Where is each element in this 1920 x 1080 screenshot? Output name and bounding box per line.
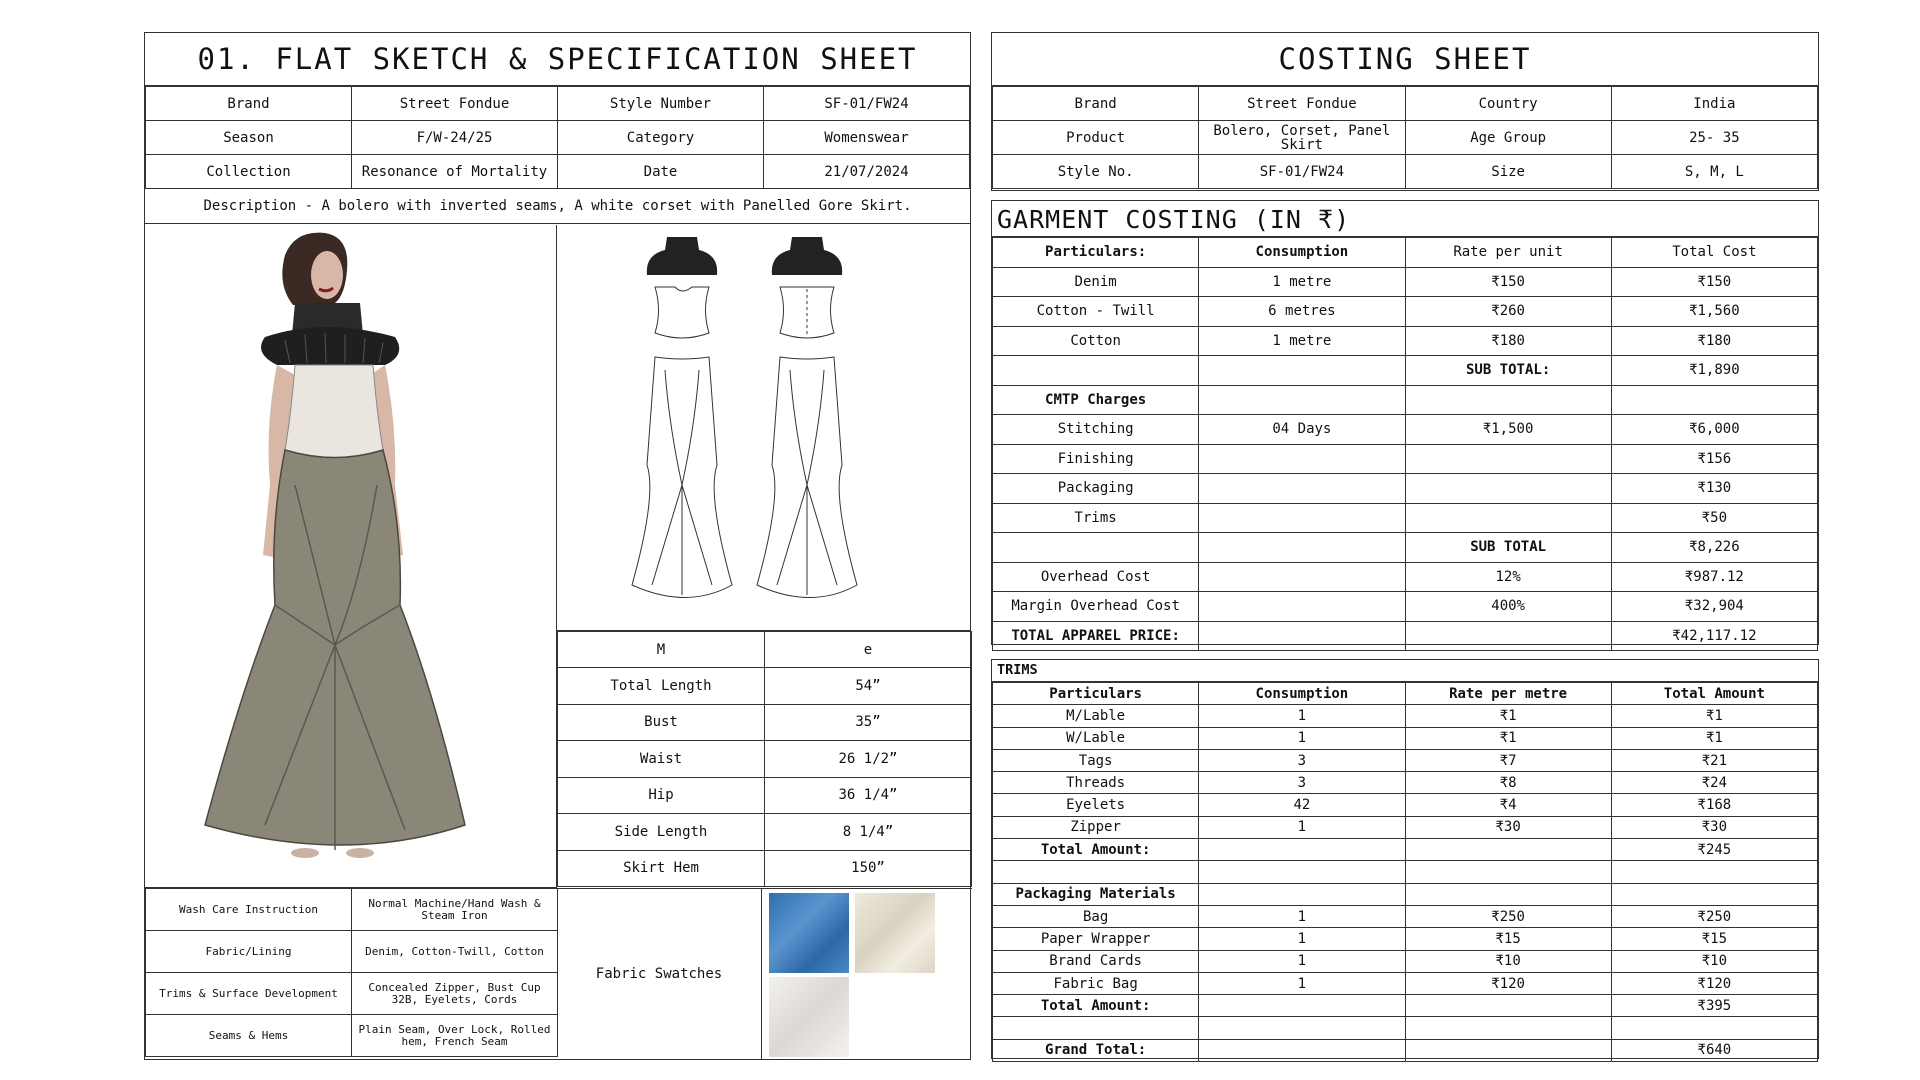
- trims-cell: [1199, 1017, 1405, 1039]
- trims-cell: 1: [1199, 727, 1405, 749]
- swatches-panel: [557, 888, 972, 1059]
- trims-cell: ₹8: [1405, 772, 1611, 794]
- garment-costing-cell: ₹6,000: [1611, 415, 1817, 445]
- garment-costing-cell: [1199, 533, 1405, 563]
- garment-costing-cell: Total Cost: [1611, 238, 1817, 268]
- garment-costing-cell: 400%: [1405, 592, 1611, 622]
- trims-row: [993, 1017, 1818, 1039]
- garment-costing-cell: Cotton: [993, 326, 1199, 356]
- garment-costing-cell: [1199, 474, 1405, 504]
- trims-cell: ₹245: [1611, 839, 1817, 861]
- costing-info-cell: 25- 35: [1611, 121, 1817, 155]
- trims-cell: 1: [1199, 928, 1405, 950]
- garment-costing-cell: 1 metre: [1199, 267, 1405, 297]
- garment-costing-row: [993, 592, 1818, 622]
- trims-row: [993, 794, 1818, 816]
- trims-cell: 1: [1199, 816, 1405, 838]
- garment-costing-cell: ₹180: [1405, 326, 1611, 356]
- detail-row: [146, 1015, 558, 1057]
- measurement-row: [558, 704, 972, 741]
- trims-cell: 1: [1199, 905, 1405, 927]
- costing-info-cell: SF-01/FW24: [1199, 155, 1405, 189]
- detail-cell: Wash Care Instruction: [146, 889, 352, 931]
- detail-cell: Plain Seam, Over Lock, Rolled hem, French Seam: [352, 1015, 558, 1057]
- trims-title: TRIMS: [992, 660, 1818, 682]
- spec-info-cell: Category: [558, 121, 764, 155]
- trims-row: [993, 749, 1818, 771]
- garment-costing-table: [992, 237, 1818, 651]
- trims-cell: Total Amount: [1611, 683, 1817, 705]
- garment-costing-row: [993, 562, 1818, 592]
- trims-row: [993, 727, 1818, 749]
- spec-title: 01. FLAT SKETCH & SPECIFICATION SHEET: [145, 33, 970, 86]
- trims-cell: Bag: [993, 905, 1199, 927]
- trims-cell: M/Lable: [993, 705, 1199, 727]
- garment-costing-row: [993, 238, 1818, 268]
- trims-cell: ₹10: [1611, 950, 1817, 972]
- garment-costing-cell: ₹1,890: [1611, 356, 1817, 386]
- detail-cell: Fabric/Lining: [146, 931, 352, 973]
- garment-costing-cell: Denim: [993, 267, 1199, 297]
- trims-cell: [1611, 1017, 1817, 1039]
- trims-row: [993, 972, 1818, 994]
- trims-cell: ₹1: [1611, 727, 1817, 749]
- measurement-cell: Waist: [558, 741, 765, 778]
- measurements-table: [557, 631, 972, 887]
- trims-cell: 1: [1199, 950, 1405, 972]
- spec-info-cell: Resonance of Mortality: [352, 155, 558, 189]
- swatch-denim: [769, 893, 849, 973]
- trims-cell: ₹1: [1405, 705, 1611, 727]
- flat-front: [632, 237, 732, 598]
- trims-row: [993, 683, 1818, 705]
- trims-cell: ₹30: [1405, 816, 1611, 838]
- garment-costing-row: [993, 297, 1818, 327]
- garment-costing-cell: 6 metres: [1199, 297, 1405, 327]
- costing-info-cell: Bolero, Corset, Panel Skirt: [1199, 121, 1405, 155]
- trims-cell: [1199, 839, 1405, 861]
- trims-row: [993, 995, 1818, 1017]
- detail-cell: Trims & Surface Development: [146, 973, 352, 1015]
- costing-info-table: [992, 86, 1818, 189]
- garment-costing-cell: ₹150: [1405, 267, 1611, 297]
- trims-cell: 42: [1199, 794, 1405, 816]
- spec-info-table: [145, 86, 970, 189]
- garment-costing-cell: ₹260: [1405, 297, 1611, 327]
- garment-costing-cell: [1199, 592, 1405, 622]
- garment-costing-cell: Rate per unit: [1405, 238, 1611, 268]
- garment-costing-title: GARMENT COSTING (IN ₹): [992, 201, 1818, 237]
- garment-costing-cell: ₹150: [1611, 267, 1817, 297]
- trims-row: [993, 861, 1818, 883]
- trims-cell: ₹120: [1405, 972, 1611, 994]
- trims-table: [992, 682, 1818, 1062]
- garment-costing-cell: ₹50: [1611, 503, 1817, 533]
- trims-cell: 3: [1199, 772, 1405, 794]
- trims-cell: [1405, 883, 1611, 905]
- garment-costing-row: [993, 444, 1818, 474]
- costing-info-cell: Street Fondue: [1199, 87, 1405, 121]
- garment-costing-cell: SUB TOTAL:: [1405, 356, 1611, 386]
- garment-costing-cell: [1199, 356, 1405, 386]
- costing-info-cell: Product: [993, 121, 1199, 155]
- costing-info-cell: Country: [1405, 87, 1611, 121]
- trims-row: [993, 883, 1818, 905]
- trims-cell: Brand Cards: [993, 950, 1199, 972]
- costing-info-cell: Size: [1405, 155, 1611, 189]
- trims-cell: ₹4: [1405, 794, 1611, 816]
- trims-cell: ₹15: [1611, 928, 1817, 950]
- garment-costing-cell: [1405, 444, 1611, 474]
- swatch-cotton: [769, 977, 849, 1057]
- trims-cell: ₹250: [1611, 905, 1817, 927]
- trims-cell: 1: [1199, 705, 1405, 727]
- trims-cell: Packaging Materials: [993, 883, 1199, 905]
- measurement-cell: Total Length: [558, 668, 765, 705]
- trims-cell: [1405, 1017, 1611, 1039]
- costing-info-row: [993, 87, 1818, 121]
- garment-costing-cell: Margin Overhead Cost: [993, 592, 1199, 622]
- spec-sheet: [144, 32, 971, 1060]
- detail-row: [146, 931, 558, 973]
- details-table: [145, 888, 558, 1057]
- detail-cell: Seams & Hems: [146, 1015, 352, 1057]
- trims-cell: ₹7: [1405, 749, 1611, 771]
- garment-costing-cell: [1199, 621, 1405, 651]
- trims-cell: [1611, 861, 1817, 883]
- garment-costing-cell: Consumption: [1199, 238, 1405, 268]
- swatch-cotton-twill: [855, 893, 935, 973]
- measurement-cell: Bust: [558, 704, 765, 741]
- garment-costing-row: [993, 503, 1818, 533]
- trims-cell: Zipper: [993, 816, 1199, 838]
- trims-cell: ₹168: [1611, 794, 1817, 816]
- garment-costing-row: [993, 267, 1818, 297]
- measurement-row: [558, 814, 972, 851]
- garment-costing-cell: Particulars:: [993, 238, 1199, 268]
- detail-cell: Denim, Cotton-Twill, Cotton: [352, 931, 558, 973]
- trims-cell: Particulars: [993, 683, 1199, 705]
- trims-cell: [993, 861, 1199, 883]
- measurement-cell: Side Length: [558, 814, 765, 851]
- fashion-illustration: [145, 225, 555, 885]
- trims-cell: [1405, 995, 1611, 1017]
- trims-cell: Total Amount:: [993, 995, 1199, 1017]
- garment-costing-cell: SUB TOTAL: [1405, 533, 1611, 563]
- trims-cell: ₹1: [1405, 727, 1611, 749]
- garment-costing-cell: [1199, 385, 1405, 415]
- trims-cell: [1199, 995, 1405, 1017]
- costing-info-cell: S, M, L: [1611, 155, 1817, 189]
- measurement-cell: 35”: [765, 704, 972, 741]
- garment-costing-cell: [1405, 621, 1611, 651]
- trims-cell: Threads: [993, 772, 1199, 794]
- detail-cell: Normal Machine/Hand Wash & Steam Iron: [352, 889, 558, 931]
- garment-costing-cell: ₹1,560: [1611, 297, 1817, 327]
- trims-cell: ₹1: [1611, 705, 1817, 727]
- measurement-cell: 150”: [765, 850, 972, 887]
- trims-row: [993, 928, 1818, 950]
- costing-info-row: [993, 155, 1818, 189]
- flat-back: [757, 237, 857, 598]
- garment-costing-cell: [1405, 385, 1611, 415]
- detail-cell: Concealed Zipper, Bust Cup 32B, Eyelets, Cords: [352, 973, 558, 1015]
- trims-cell: ₹10: [1405, 950, 1611, 972]
- garment-costing-cell: Overhead Cost: [993, 562, 1199, 592]
- garment-costing-cell: 12%: [1405, 562, 1611, 592]
- trims-cell: Tags: [993, 749, 1199, 771]
- trims-row: [993, 772, 1818, 794]
- costing-info-cell: India: [1611, 87, 1817, 121]
- garment-costing-cell: Finishing: [993, 444, 1199, 474]
- measurement-cell: 26 1/2”: [765, 741, 972, 778]
- spec-info-cell: Season: [146, 121, 352, 155]
- trims-row: [993, 816, 1818, 838]
- garment-costing-cell: TOTAL APPAREL PRICE:: [993, 621, 1199, 651]
- garment-costing-cell: ₹1,500: [1405, 415, 1611, 445]
- garment-costing-cell: Packaging: [993, 474, 1199, 504]
- measurement-cell: Skirt Hem: [558, 850, 765, 887]
- trims-cell: Grand Total:: [993, 1039, 1199, 1061]
- measurement-cell: Hip: [558, 777, 765, 814]
- trims-cell: Fabric Bag: [993, 972, 1199, 994]
- trims-cell: Total Amount:: [993, 839, 1199, 861]
- measurements-header-cell: M: [558, 632, 765, 668]
- garment-costing-cell: ₹8,226: [1611, 533, 1817, 563]
- measurement-row: [558, 741, 972, 778]
- costing-info-cell: Age Group: [1405, 121, 1611, 155]
- garment-costing-cell: [993, 356, 1199, 386]
- garment-costing-cell: ₹180: [1611, 326, 1817, 356]
- trims-cell: 1: [1199, 972, 1405, 994]
- measurement-row: [558, 777, 972, 814]
- trims-cell: 3: [1199, 749, 1405, 771]
- trims-cell: Consumption: [1199, 683, 1405, 705]
- garment-costing-cell: 04 Days: [1199, 415, 1405, 445]
- spec-info-cell: Collection: [146, 155, 352, 189]
- trims-cell: [993, 1017, 1199, 1039]
- trims-cell: ₹640: [1611, 1039, 1817, 1061]
- flat-sketch-panel: [557, 225, 970, 631]
- measurement-row: [558, 850, 972, 887]
- garment-costing-cell: [1199, 503, 1405, 533]
- garment-costing-cell: [1199, 562, 1405, 592]
- trims-cell: ₹120: [1611, 972, 1817, 994]
- trims-cell: Eyelets: [993, 794, 1199, 816]
- spec-info-cell: SF-01/FW24: [764, 87, 970, 121]
- trims-cell: Rate per metre: [1405, 683, 1611, 705]
- garment-costing-cell: Cotton - Twill: [993, 297, 1199, 327]
- measurement-row: [558, 668, 972, 705]
- costing-sheet: [991, 32, 1819, 191]
- trims-cell: W/Lable: [993, 727, 1199, 749]
- trims-costing: [991, 659, 1819, 1059]
- trims-cell: Paper Wrapper: [993, 928, 1199, 950]
- swatches-label: Fabric Swatches: [557, 889, 762, 1060]
- trims-cell: [1405, 839, 1611, 861]
- spec-info-cell: 21/07/2024: [764, 155, 970, 189]
- garment-costing: [991, 200, 1819, 645]
- trims-cell: [1611, 883, 1817, 905]
- measurement-cell: 36 1/4”: [765, 777, 972, 814]
- spec-info-cell: Womenswear: [764, 121, 970, 155]
- illustration-panel: [145, 225, 557, 888]
- trims-cell: ₹250: [1405, 905, 1611, 927]
- garment-costing-row: [993, 621, 1818, 651]
- garment-costing-cell: ₹32,904: [1611, 592, 1817, 622]
- detail-row: [146, 889, 558, 931]
- trims-cell: ₹30: [1611, 816, 1817, 838]
- spec-info-cell: Date: [558, 155, 764, 189]
- garment-costing-row: [993, 385, 1818, 415]
- trims-cell: [1199, 1039, 1405, 1061]
- garment-costing-row: [993, 356, 1818, 386]
- spec-description: Description - A bolero with inverted seams, A white corset with Panelled Gore Skirt.: [145, 189, 970, 224]
- garment-costing-cell: ₹156: [1611, 444, 1817, 474]
- trims-cell: [1405, 1039, 1611, 1061]
- measurements-header-cell: e: [765, 632, 972, 668]
- measurements-header-row: [558, 632, 972, 668]
- trims-row: [993, 705, 1818, 727]
- spec-info-cell: Style Number: [558, 87, 764, 121]
- garment-costing-row: [993, 326, 1818, 356]
- trims-row: [993, 950, 1818, 972]
- garment-costing-cell: 1 metre: [1199, 326, 1405, 356]
- trims-cell: [1199, 883, 1405, 905]
- trims-row: [993, 839, 1818, 861]
- trims-cell: ₹24: [1611, 772, 1817, 794]
- details-panel: [145, 888, 558, 1057]
- garment-costing-row: [993, 474, 1818, 504]
- spec-info-cell: F/W-24/25: [352, 121, 558, 155]
- garment-costing-row: [993, 415, 1818, 445]
- garment-costing-cell: [1611, 385, 1817, 415]
- spec-info-row: [146, 121, 970, 155]
- measurements-panel: [557, 631, 972, 887]
- spec-info-row: [146, 87, 970, 121]
- trims-cell: ₹15: [1405, 928, 1611, 950]
- trims-cell: [1199, 861, 1405, 883]
- garment-costing-cell: ₹42,117.12: [1611, 621, 1817, 651]
- garment-costing-cell: Trims: [993, 503, 1199, 533]
- spec-info-cell: Street Fondue: [352, 87, 558, 121]
- trims-row: [993, 905, 1818, 927]
- garment-costing-cell: [1405, 474, 1611, 504]
- garment-costing-row: [993, 533, 1818, 563]
- flat-sketch-drawing: [557, 225, 970, 629]
- trims-cell: ₹395: [1611, 995, 1817, 1017]
- spec-info-cell: Brand: [146, 87, 352, 121]
- garment-costing-cell: ₹987.12: [1611, 562, 1817, 592]
- garment-costing-cell: ₹130: [1611, 474, 1817, 504]
- costing-info-cell: Style No.: [993, 155, 1199, 189]
- costing-info-row: [993, 121, 1818, 155]
- garment-costing-cell: [1199, 444, 1405, 474]
- spec-info-row: [146, 155, 970, 189]
- costing-info-cell: Brand: [993, 87, 1199, 121]
- trims-cell: [1405, 861, 1611, 883]
- garment-costing-cell: [1405, 503, 1611, 533]
- detail-row: [146, 973, 558, 1015]
- trims-row: [993, 1039, 1818, 1061]
- costing-title: COSTING SHEET: [992, 33, 1818, 86]
- trims-cell: ₹21: [1611, 749, 1817, 771]
- garment-costing-cell: Stitching: [993, 415, 1199, 445]
- measurement-cell: 8 1/4”: [765, 814, 972, 851]
- garment-costing-cell: CMTP Charges: [993, 385, 1199, 415]
- measurement-cell: 54”: [765, 668, 972, 705]
- garment-costing-cell: [993, 533, 1199, 563]
